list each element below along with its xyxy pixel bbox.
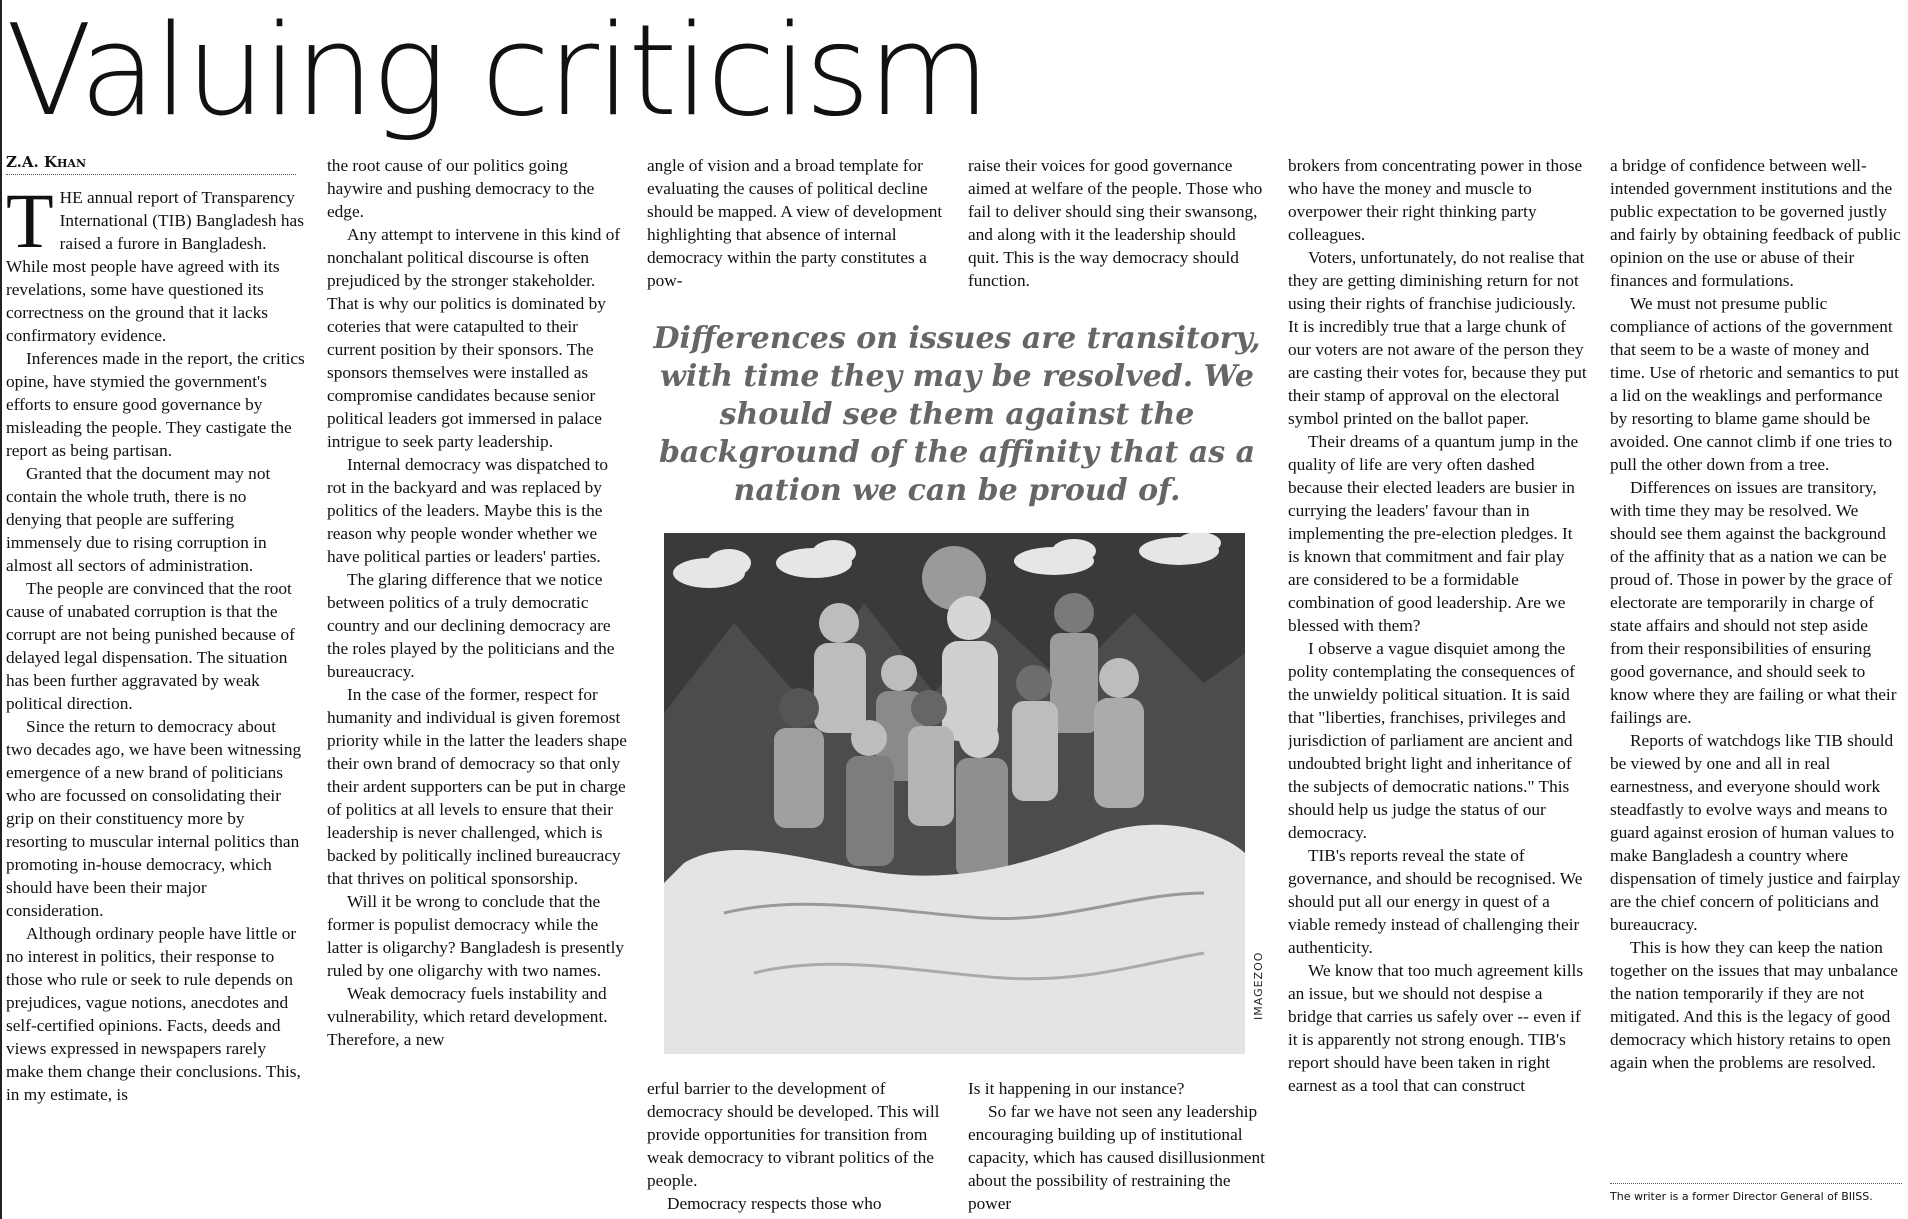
paragraph: TIB's reports reveal the state of governance, and should be recognised. We should put all our energy in quest of a viable remedy instead of challenging their authenticity. <box>1288 846 1583 957</box>
paragraph: Is it happening in our instance? <box>968 1079 1185 1098</box>
paragraph: a bridge of confidence between well-intended government institutions and the public expectation to be governed justly and fairly by obtaining feedback of public opinion on the use or abuse of their finances and formulations. <box>1610 156 1901 290</box>
paragraph: So far we have not seen any leadership encouraging building up of institutional capacity, which has caused disillusionment about the possibility of restraining the power <box>968 1102 1265 1213</box>
byline: Z.A. Khan <box>6 153 296 175</box>
left-rule <box>0 0 2 1219</box>
paragraph: Inferences made in the report, the critics opine, have stymied the government's efforts to ensure good governance by misleading the people. They castigate the report as being partisan. <box>6 349 305 460</box>
paragraph: brokers from concentrating power in those who have the money and muscle to overpower their right thinking party colleagues. <box>1288 156 1583 244</box>
drop-cap: T <box>6 186 54 264</box>
paragraph: This is how they can keep the nation together on the issues that may unbalance the nation temporarily if they are not mitigated. And this is the legacy of good democracy which history retains to open again when the problems are resolved. <box>1610 938 1898 1072</box>
paragraph: We know that too much agreement kills an issue, but we should not despise a bridge that carries us safely over -- even if it is apparently not strong enough. TIB's report should have been taken in right earnest as a tool that can construct <box>1288 961 1584 1095</box>
column-3-top <box>647 154 947 292</box>
paragraph: THE annual report of Transparency International (TIB) Bangladesh has raised a furore in Bangladesh. While most people have agreed with its revelations, some have questioned its correctness on the ground that it lacks confirmatory evidence. <box>6 186 304 345</box>
column-2 <box>327 154 627 1216</box>
paragraph: Although ordinary people have little or no interest in politics, their response to those who rule or seek to rule depends on prejudices, vague notions, anecdotes and self-certified opinions. Facts, deeds and views expressed in newspapers rarely make them change their conclusions. This, in my estimate, is <box>6 924 301 1104</box>
column-4-top <box>968 154 1268 292</box>
headline: Valuing criticism <box>6 0 988 144</box>
paragraph: Internal democracy was dispatched to rot in the backyard and was replaced by politics of the leaders. Maybe this is the reason why people wonder whether we have political parties or leaders' parties. <box>327 455 609 566</box>
paragraph: Voters, unfortunately, do not realise that they are getting diminishing return for not using their rights of franchise judiciously. It is incredibly true that a large chunk of our voters are not aware of the person they are casting their votes for, because they put their stamp of approval on the electoral symbol printed on the ballot paper. <box>1288 248 1587 428</box>
author-footnote: The writer is a former Director General of BIISS. <box>1610 1183 1902 1203</box>
paragraph: In the case of the former, respect for humanity and individual is given foremost priority while in the latter the leaders shape their own brand of democracy so that only their ardent supporters can be put in charge of politics at all levels to ensure that their leadership is never challenged, which is backed by politically inclined bureaucracy that thrives on political sponsorship. <box>327 685 627 888</box>
illustration-credit: IMAGEZOO <box>1252 951 1265 1020</box>
paragraph: Reports of watchdogs like TIB should be viewed by one and all in real earnestness, and everyone should work steadfastly to evolve ways and means to guard against erosion of human values to make Bangladesh a country where dispensation of timely justice and fairplay are the chief concern of politicians and bureaucracy. <box>1610 731 1901 934</box>
paragraph: The people are convinced that the root cause of unabated corruption is that the corrupt are not being punished because of delayed legal dispensation. The situation has been further aggravated by weak political direction. <box>6 579 295 713</box>
paragraph: Will it be wrong to conclude that the former is populist democracy while the latter is oligarchy? Bangladesh is presently ruled by one oligarchy with two names. <box>327 892 625 980</box>
pull-quote: Differences on issues are transitory, with time they may be resolved. We should see them against the background of the affinity that as a nation we can be proud of. <box>653 321 1261 508</box>
paragraph: Their dreams of a quantum jump in the quality of life are very often dashed because their elected leaders are busier in currying the leaders' favour than in implementing the pre-election pledges. It is known that commitment and fair play are considered to be a formidable combination of good leadership. Are we blessed with them? <box>1288 432 1579 635</box>
paragraph: Democracy respects those who <box>667 1194 882 1213</box>
paragraph: Any attempt to intervene in this kind of nonchalant political discourse is often prejudiced by the stronger stakeholder. That is why our politics is dominated by coteries that were catapulted to their current position by their sponsors. The sponsors themselves were installed as compromise candidates because senior political leaders got immersed in palace intrigue to seek party leadership. <box>327 225 621 451</box>
paragraph: raise their voices for good governance aimed at welfare of the people. Those who fail to deliver should sing their swansong, and along with it the leadership should quit. This is the way democracy should function. <box>968 156 1263 290</box>
column-5 <box>1288 154 1588 1216</box>
paragraph: angle of vision and a broad template for evaluating the causes of political decline should be mapped. A view of development highlighting that absence of internal democracy within the party constitutes a pow- <box>647 156 943 290</box>
column-6 <box>1610 154 1902 1174</box>
illustration <box>664 533 1245 1054</box>
column-4-bottom <box>968 1077 1268 1217</box>
paragraph: erful barrier to the development of democracy should be developed. This will provide opportunities for transition from weak democracy to vibrant politics of the people. <box>647 1079 940 1190</box>
paragraph: the root cause of our politics going haywire and pushing democracy to the edge. <box>327 156 595 221</box>
paragraph: Since the return to democracy about two decades ago, we have been witnessing emergence of a new brand of politicians who are focussed on consolidating their grip on their constituency more by resorting to muscular internal politics than promoting in-house democracy, which should have been their major consideration. <box>6 717 302 920</box>
paragraph: Differences on issues are transitory, with time they may be resolved. We should see them against the background of the affinity that as a nation we can be proud of. Those in power by the grace of electorate are temporarily in charge of state affairs and should not step aside from their responsibilities of ensuring good governance, and should seek to know where they are failing or what their failings are. <box>1610 478 1897 727</box>
column-3-bottom <box>647 1077 947 1217</box>
paragraph: I observe a vague disquiet among the polity contemplating the consequences of the unwieldy political situation. It is said that "liberties, franchises, privileges and jurisdiction of parliament are ancient and undoubted bright light and inheritance of the subjects of democratic nations." This should help us judge the status of our democracy. <box>1288 639 1575 842</box>
paragraph: The glaring difference that we notice between politics of a truly democratic country and our declining democracy are the roles played by the politicians and the bureaucracy. <box>327 570 615 681</box>
paragraph: Weak democracy fuels instability and vulnerability, which retard development. Therefore, a new <box>327 984 608 1049</box>
paragraph: Granted that the document may not contain the whole truth, there is no denying that people are suffering immensely due to rising corruption in almost all sectors of administration. <box>6 464 271 575</box>
paragraph: We must not presume public compliance of actions of the government that seem to be a waste of money and time. Use of rhetoric and semantics to put a lid on the weaklings and performance by resorting to blame game should be avoided. One cannot climb if one tries to pull the other down from a tree. <box>1610 294 1899 474</box>
column-1 <box>6 186 306 1216</box>
